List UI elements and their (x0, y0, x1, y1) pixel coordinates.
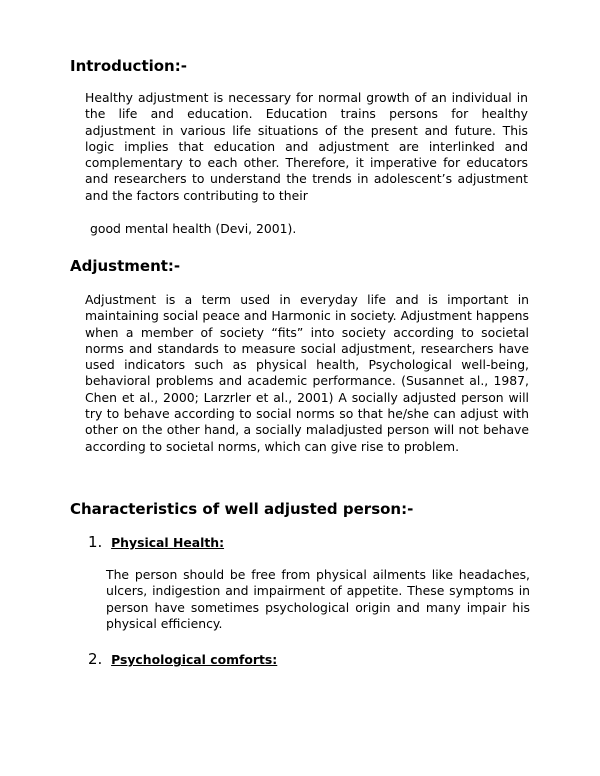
list-item-physical-health (88, 532, 224, 551)
list-item-psychological-comforts (88, 649, 277, 668)
characteristics-heading: Characteristics of well adjusted person:- (70, 500, 414, 518)
introduction-heading: Introduction:- (70, 57, 187, 75)
adjustment-heading: Adjustment:- (70, 257, 181, 275)
list-number: 2. (88, 650, 103, 668)
introduction-trailing-line: good mental health (Devi, 2001). (90, 221, 297, 236)
introduction-paragraph: Healthy adjustment is necessary for normal growth of an individual in the life and education. Education trains persons for healthy adjustment in various life situations of the present and future. This logic implies that education and adjustment are interlinked and complementary to each other. Therefore, it imperative for educators and researchers to understand the trends in adolescent’s adjustment and the factors contributing to their (85, 90, 528, 203)
adjustment-paragraph: Adjustment is a term used in everyday life and is important in maintaining social peace and Harmonic in society. Adjustment happens when a member of society “fits” into society according to societal norms and standards to measure social adjustment, researchers have used indicators such as physical health, Psychological well-being, behavioral problems and academic performance. (Susannet al., 1987, Chen et al., 2000; Larzrler et al., 2001) A socially adjusted person will try to behave according to social norms so that he/she can adjust with other on the other hand, a socially maladjusted person will not behave according to societal norms, which can give rise to problem. (85, 292, 529, 454)
physical-health-title: Physical Health: (111, 535, 225, 550)
psychological-comforts-title: Psychological comforts: (111, 652, 278, 667)
list-number: 1. (88, 533, 103, 551)
physical-health-paragraph: The person should be free from physical ailments like headaches, ulcers, indigestion and impairment of appetite. These symptoms in person have sometimes psychological origin and many impair his physical efficiency. (106, 567, 530, 631)
